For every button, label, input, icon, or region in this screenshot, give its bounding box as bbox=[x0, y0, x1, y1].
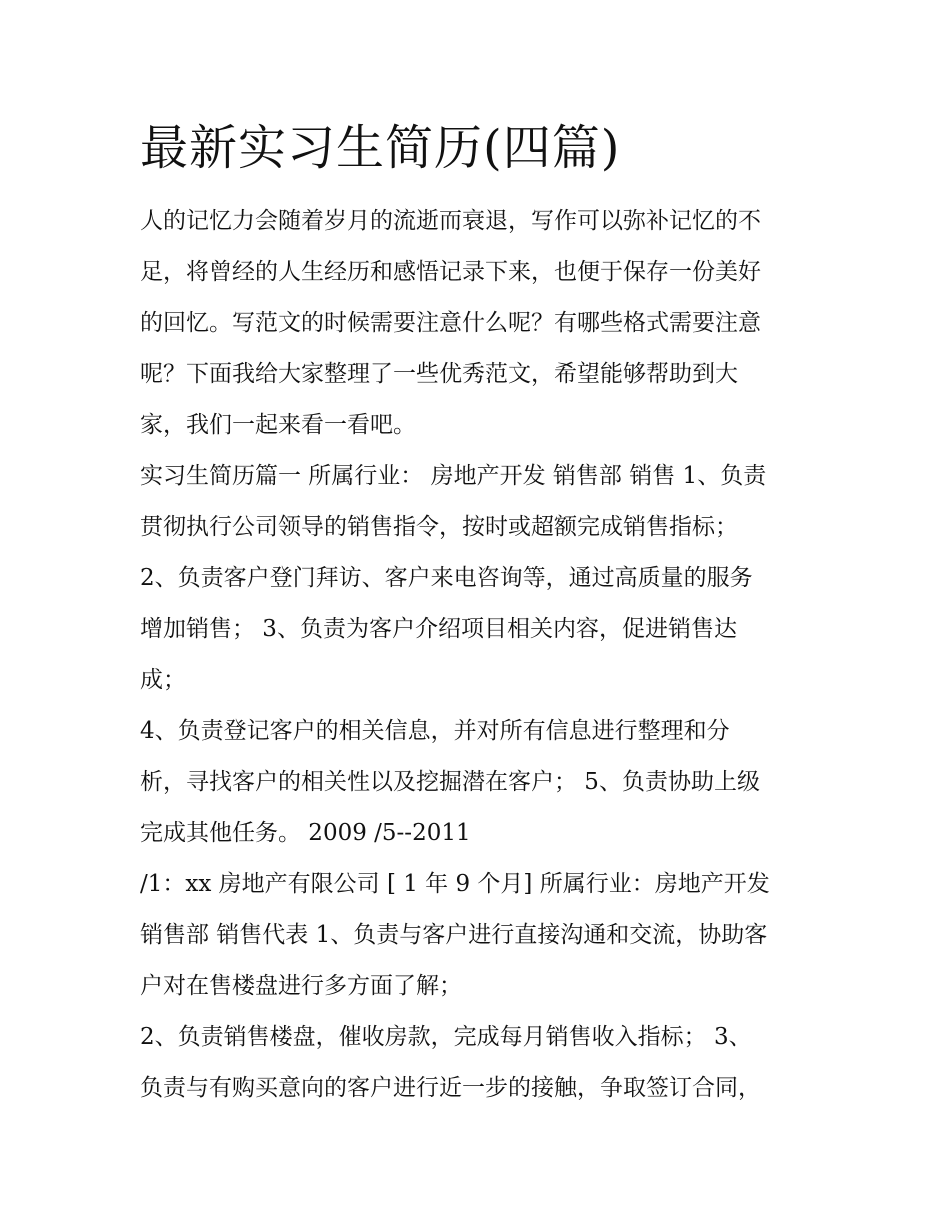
text-line: 人的记忆力会随着岁月的流逝而衰退，写作可以弥补记忆的不 bbox=[140, 208, 761, 234]
text-line: 实习生简历篇一 所属行业： 房地产开发 销售部 销售 1、负责 bbox=[140, 463, 767, 489]
text-line: 增加销售； 3、负责为客户介绍项目相关内容，促进销售达 bbox=[140, 616, 737, 642]
text-line: 户对在售楼盘进行多方面了解； bbox=[140, 973, 462, 999]
text-line: 销售部 销售代表 1、负责与客户进行直接沟通和交流，协助客 bbox=[140, 922, 768, 948]
text-line: 2、负责客户登门拜访、客户来电咨询等，通过高质量的服务 bbox=[140, 565, 753, 591]
text-line: 家，我们一起来看一看吧。 bbox=[140, 412, 416, 438]
text-line: 的回忆。写范文的时候需要注意什么呢？有哪些格式需要注意 bbox=[140, 310, 761, 336]
text-line: 足，将曾经的人生经历和感悟记录下来，也便于保存一份美好 bbox=[140, 259, 761, 285]
text-line: 4、负责登记客户的相关信息，并对所有信息进行整理和分 bbox=[140, 718, 730, 744]
document-title: 最新实习生简历(四篇) bbox=[140, 120, 621, 176]
text-line: 呢？下面我给大家整理了一些优秀范文，希望能够帮助到大 bbox=[140, 361, 738, 387]
text-line: 析，寻找客户的相关性以及挖掘潜在客户； 5、负责协助上级 bbox=[140, 769, 760, 795]
text-line: 完成其他任务。 2009 /5--2011 bbox=[140, 820, 471, 846]
text-line: 2、负责销售楼盘，催收房款，完成每月销售收入指标； 3、 bbox=[140, 1024, 752, 1050]
text-line: 负责与有购买意向的客户进行近一步的接触，争取签订合同， bbox=[140, 1075, 761, 1101]
text-line: /1：xx 房地产有限公司 [ 1 年 9 个月] 所属行业：房地产开发 bbox=[140, 871, 770, 897]
text-line: 贯彻执行公司领导的销售指令，按时或超额完成销售指标； bbox=[140, 514, 738, 540]
text-line: 成； bbox=[140, 667, 186, 693]
